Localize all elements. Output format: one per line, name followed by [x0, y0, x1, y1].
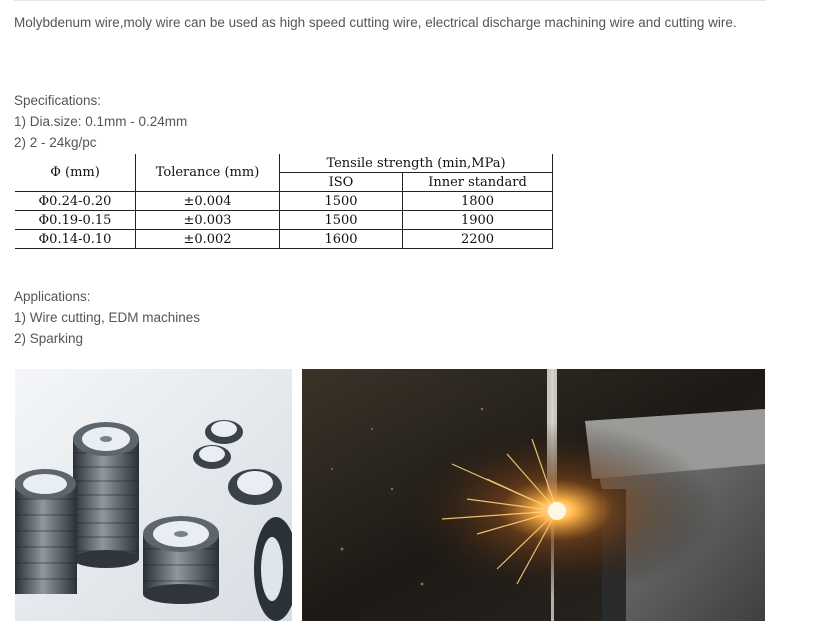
wire-spools-illustration	[15, 369, 292, 621]
spec-item: 2) 2 - 24kg/pc	[14, 135, 97, 150]
table-row	[15, 211, 553, 230]
specifications-section	[14, 90, 187, 153]
cell-diameter: Φ0.19-0.15	[15, 211, 136, 230]
spec-item: 1) Dia.size: 0.1mm - 0.24mm	[14, 114, 188, 129]
table-row	[15, 192, 553, 211]
wire-spools-image	[15, 369, 292, 621]
applications-section	[14, 286, 200, 349]
cell-inner: 2200	[403, 230, 553, 249]
product-description: Molybdenum wire,moly wire can be used as high speed cutting wire, electrical discharge machining wire and cutting wire.	[14, 15, 737, 30]
wire-cutting-illustration	[302, 369, 765, 621]
table-header-row	[15, 154, 553, 173]
specification-table	[15, 154, 553, 249]
cell-iso: 1500	[280, 211, 403, 230]
applications-heading: Applications:	[14, 289, 91, 304]
cell-tolerance: ±0.002	[136, 230, 280, 249]
application-item: 2) Sparking	[14, 331, 84, 346]
application-item: 1) Wire cutting, EDM machines	[14, 310, 201, 325]
cell-inner: 1900	[403, 211, 553, 230]
header-inner-standard: Inner standard	[403, 173, 553, 192]
header-tolerance: Tolerance (mm)	[136, 154, 280, 192]
cell-iso: 1500	[280, 192, 403, 211]
table-row	[15, 230, 553, 249]
top-divider	[14, 0, 766, 1]
cell-iso: 1600	[280, 230, 403, 249]
cell-tolerance: ±0.003	[136, 211, 280, 230]
header-diameter: Φ (mm)	[15, 154, 136, 192]
specifications-heading: Specifications:	[14, 93, 102, 108]
header-tensile-strength: Tensile strength (min,MPa)	[280, 154, 553, 173]
cell-tolerance: ±0.004	[136, 192, 280, 211]
header-iso: ISO	[280, 173, 403, 192]
cell-diameter: Φ0.14-0.10	[15, 230, 136, 249]
wire-cutting-image	[302, 369, 765, 621]
cell-inner: 1800	[403, 192, 553, 211]
cell-diameter: Φ0.24-0.20	[15, 192, 136, 211]
